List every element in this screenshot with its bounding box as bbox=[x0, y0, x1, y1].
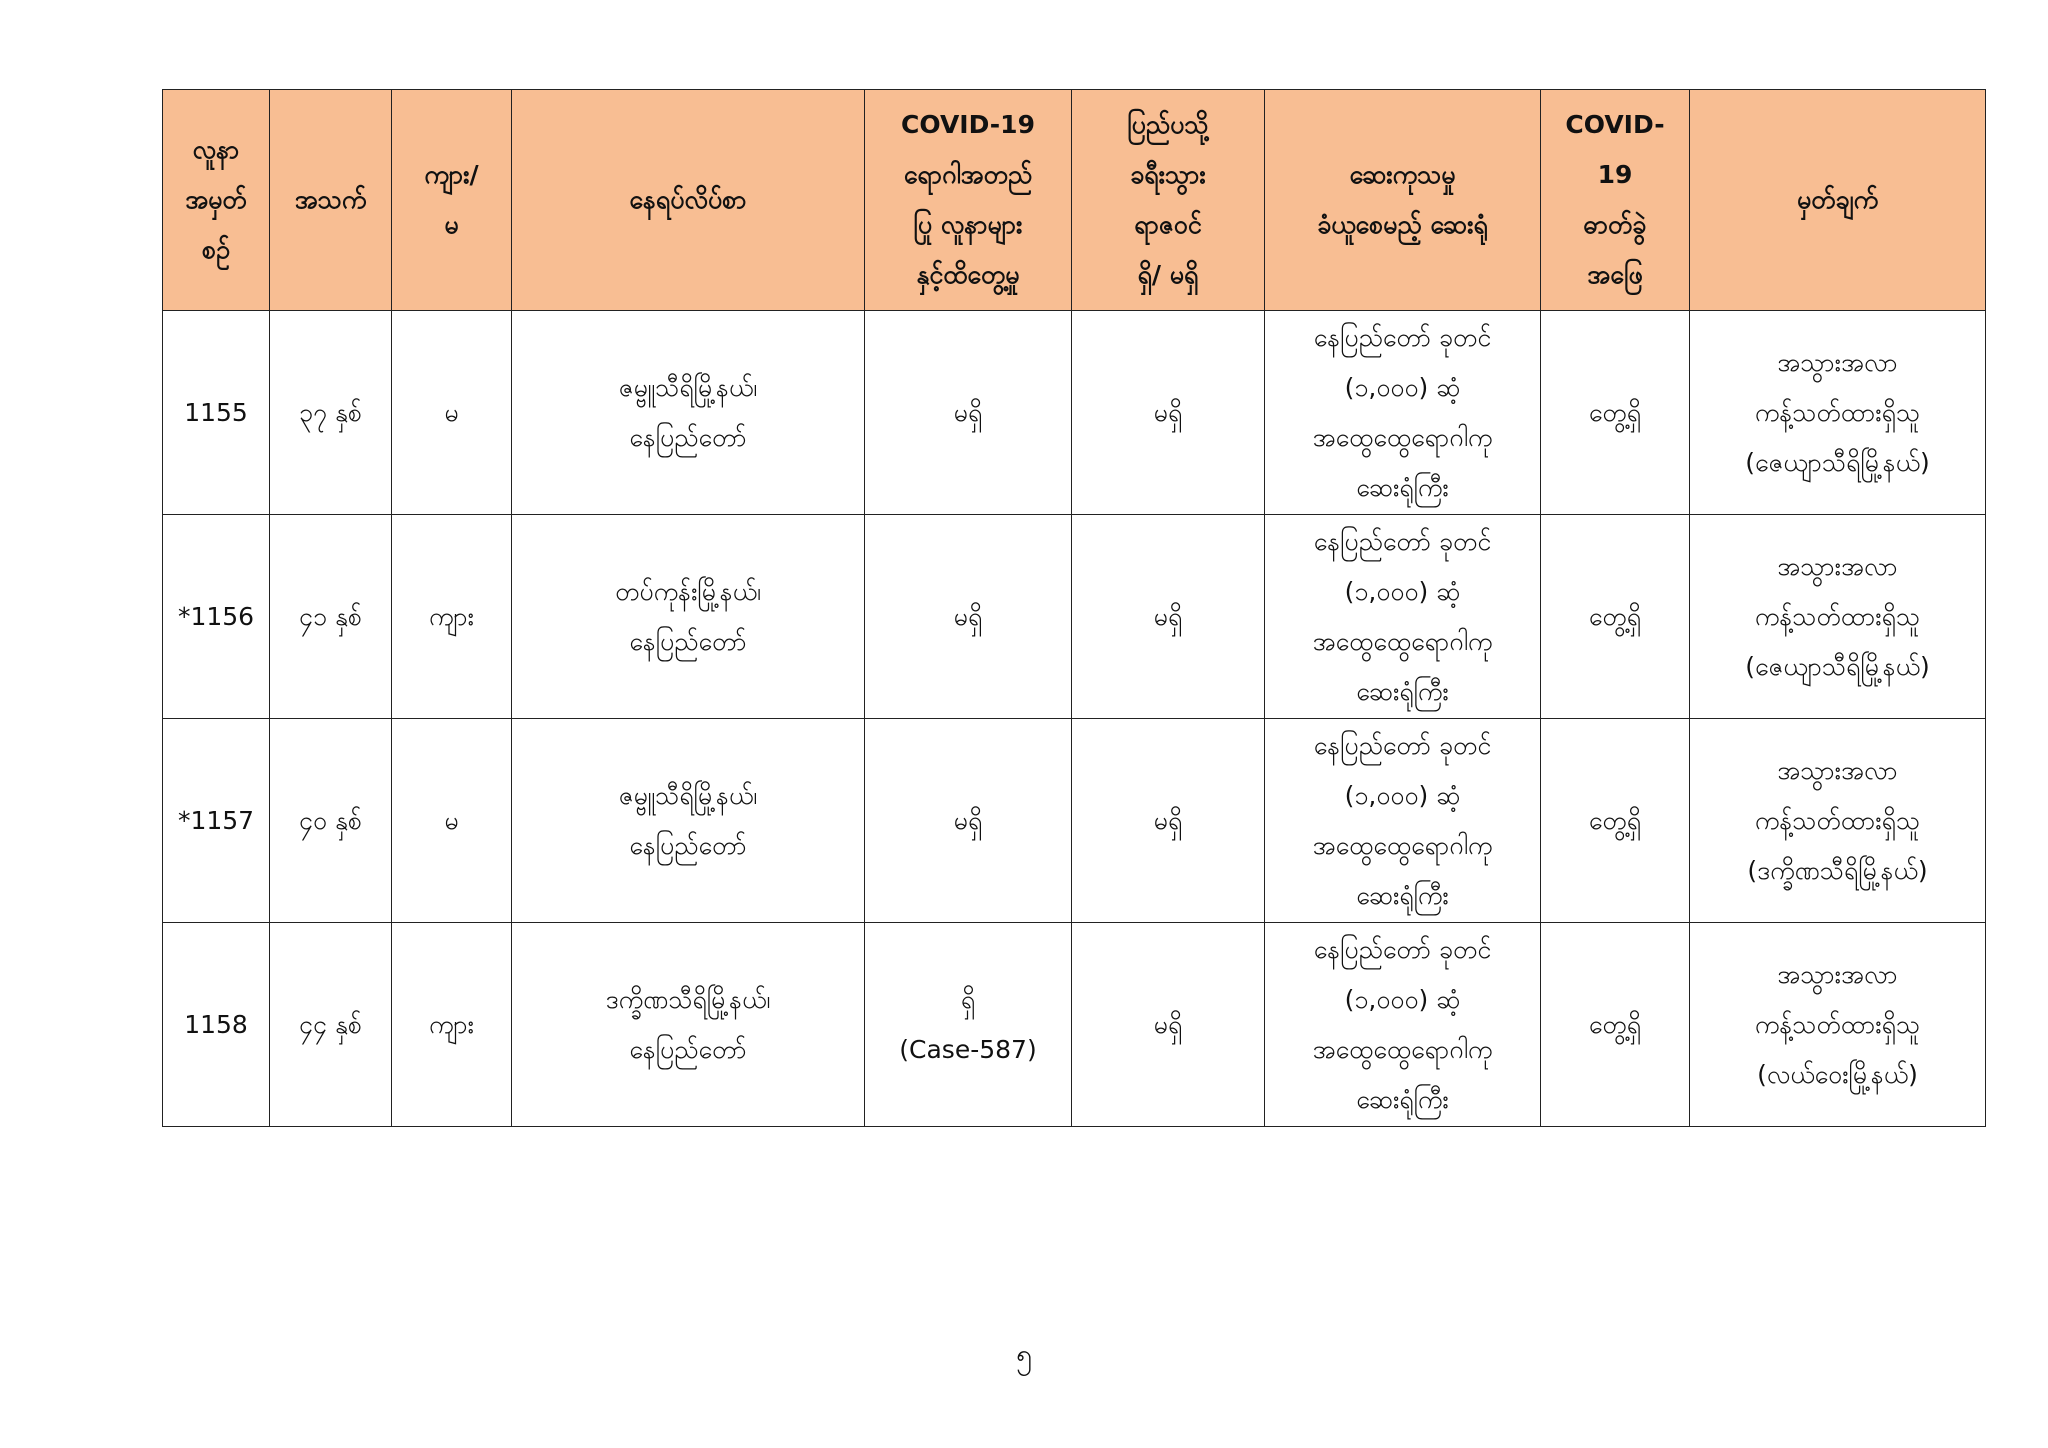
cell-remark: အသွားအလာ ကန့်သတ်ထားရှိသူ (ဒက္ခိဏသီရိမြို့နယ်) bbox=[1690, 719, 1986, 923]
table-row bbox=[163, 311, 1986, 515]
header-remark: မှတ်ချက် bbox=[1690, 90, 1986, 311]
cell-hospital: နေပြည်တော် ခုတင် (၁,၀၀၀) ဆံ့ အထွေထွေရောဂါကု ဆေးရုံကြီး bbox=[1265, 515, 1541, 719]
header-age: အသက် bbox=[270, 90, 392, 311]
cell-address: ဇမ္ဗူသီရိမြို့နယ်၊ နေပြည်တော် bbox=[512, 719, 865, 923]
page-number: ၅ bbox=[1016, 1338, 1032, 1371]
cell-case-no: 1158 bbox=[163, 923, 270, 1127]
cell-travel-history: မရှိ bbox=[1072, 923, 1265, 1127]
covid-case-table bbox=[162, 89, 1986, 1127]
cell-sex: ကျား bbox=[392, 923, 512, 1127]
table-header-row bbox=[163, 90, 1986, 311]
cell-lab-result: တွေ့ရှိ bbox=[1541, 515, 1690, 719]
header-lab-result: COVID- 19 ဓာတ်ခွဲ အဖြေ bbox=[1541, 90, 1690, 311]
cell-travel-history: မရှိ bbox=[1072, 719, 1265, 923]
header-contact: COVID-19 ရောဂါအတည် ပြု လူနာများ နှင့်ထိတွေ့မှု bbox=[865, 90, 1072, 311]
cell-sex: ကျား bbox=[392, 515, 512, 719]
cell-remark: အသွားအလာ ကန့်သတ်ထားရှိသူ (လယ်ဝေးမြို့နယ်) bbox=[1690, 923, 1986, 1127]
table-row bbox=[163, 923, 1986, 1127]
cell-remark: အသွားအလာ ကန့်သတ်ထားရှိသူ (ဇေယျာသီရိမြို့နယ်) bbox=[1690, 515, 1986, 719]
cell-remark: အသွားအလာ ကန့်သတ်ထားရှိသူ (ဇေယျာသီရိမြို့နယ်) bbox=[1690, 311, 1986, 515]
cell-address: တပ်ကုန်းမြို့နယ်၊ နေပြည်တော် bbox=[512, 515, 865, 719]
cell-lab-result: တွေ့ရှိ bbox=[1541, 311, 1690, 515]
cell-case-no: *1156 bbox=[163, 515, 270, 719]
cell-contact: ရှိ (Case-587) bbox=[865, 923, 1072, 1127]
cell-address: ဒက္ခိဏသီရိမြို့နယ်၊ နေပြည်တော် bbox=[512, 923, 865, 1127]
header-hospital: ဆေးကုသမှု ခံယူစေမည့် ဆေးရုံ bbox=[1265, 90, 1541, 311]
cell-travel-history: မရှိ bbox=[1072, 311, 1265, 515]
header-case-no: လူနာ အမှတ် စဉ် bbox=[163, 90, 270, 311]
cell-lab-result: တွေ့ရှိ bbox=[1541, 923, 1690, 1127]
cell-age: ၄၄ နှစ် bbox=[270, 923, 392, 1127]
cell-hospital: နေပြည်တော် ခုတင် (၁,၀၀၀) ဆံ့ အထွေထွေရောဂါကု ဆေးရုံကြီး bbox=[1265, 923, 1541, 1127]
cell-hospital: နေပြည်တော် ခုတင် (၁,၀၀၀) ဆံ့ အထွေထွေရောဂါကု ဆေးရုံကြီး bbox=[1265, 311, 1541, 515]
cell-age: ၃၇ နှစ် bbox=[270, 311, 392, 515]
cell-age: ၄၀ နှစ် bbox=[270, 719, 392, 923]
cell-sex: မ bbox=[392, 311, 512, 515]
cell-hospital: နေပြည်တော် ခုတင် (၁,၀၀၀) ဆံ့ အထွေထွေရောဂါကု ဆေးရုံကြီး bbox=[1265, 719, 1541, 923]
cell-address: ဇမ္ဗူသီရိမြို့နယ်၊ နေပြည်တော် bbox=[512, 311, 865, 515]
header-address: နေရပ်လိပ်စာ bbox=[512, 90, 865, 311]
cell-sex: မ bbox=[392, 719, 512, 923]
header-sex: ကျား/ မ bbox=[392, 90, 512, 311]
cell-lab-result: တွေ့ရှိ bbox=[1541, 719, 1690, 923]
cell-case-no: 1155 bbox=[163, 311, 270, 515]
cell-contact: မရှိ bbox=[865, 515, 1072, 719]
cell-contact: မရှိ bbox=[865, 719, 1072, 923]
table-row bbox=[163, 719, 1986, 923]
table-row bbox=[163, 515, 1986, 719]
cell-travel-history: မရှိ bbox=[1072, 515, 1265, 719]
cell-case-no: *1157 bbox=[163, 719, 270, 923]
cell-age: ၄၁ နှစ် bbox=[270, 515, 392, 719]
header-travel-history: ပြည်ပသို့ ခရီးသွား ရာဇဝင် ရှိ/ မရှိ bbox=[1072, 90, 1265, 311]
cell-contact: မရှိ bbox=[865, 311, 1072, 515]
